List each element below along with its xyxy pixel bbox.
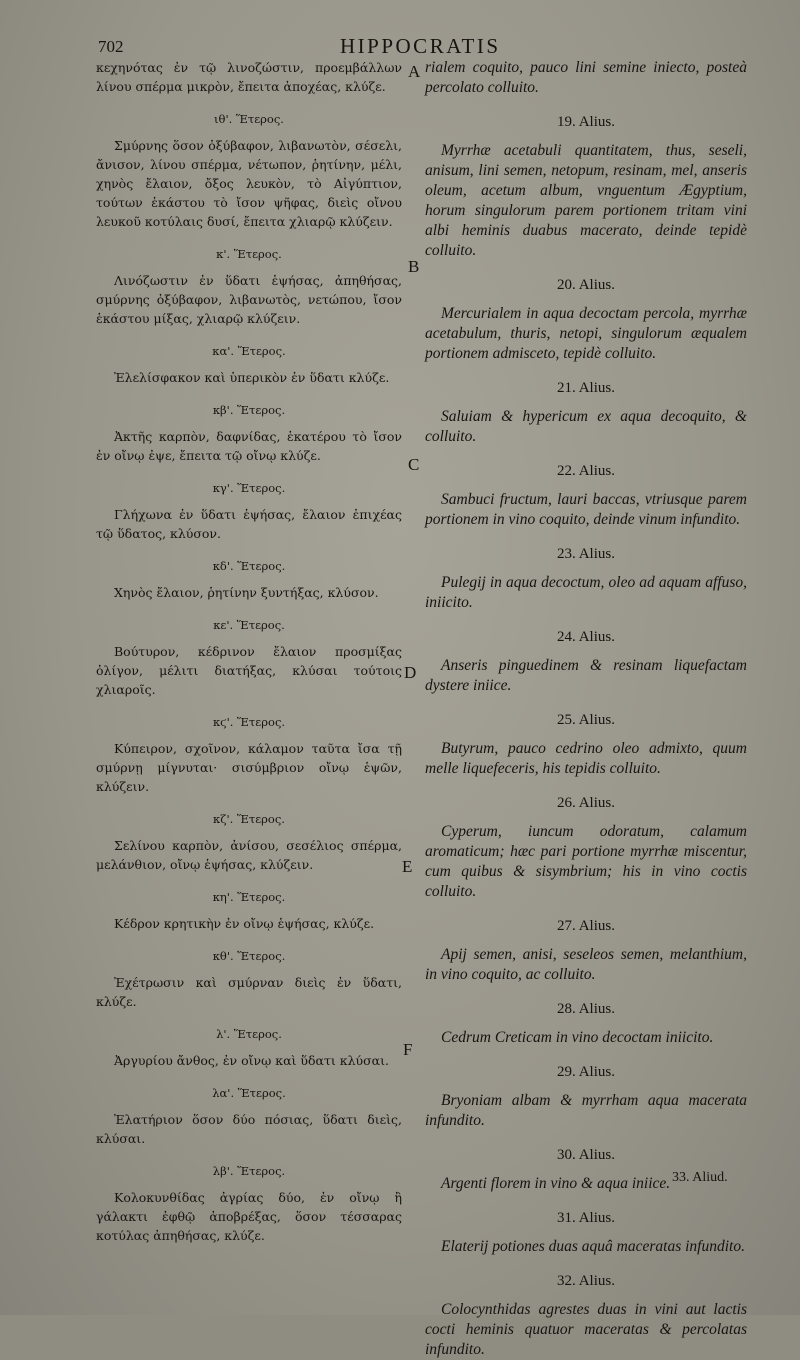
latin-recipe-text: Cedrum Creticam in vino decoctam iniicito. bbox=[441, 1029, 714, 1046]
running-title: HIPPOCRATIS bbox=[340, 34, 501, 58]
latin-recipe-heading: 28. Alius. bbox=[557, 1001, 615, 1017]
greek-recipe-text: Σελίνου καρπὸν, ἀνίσου, σεσέλιος σπέρμα, μελάνθιον, οἴνῳ ἑψήσας, κλύζειν. bbox=[96, 838, 402, 872]
latin-recipe-heading: 31. Alius. bbox=[557, 1210, 615, 1226]
latin-recipe-text: rialem coquito, pauco lini semine iniecto, posteà percolato colluito. bbox=[425, 59, 747, 96]
latin-recipe-heading: 25. Alius. bbox=[557, 712, 615, 728]
latin-recipe-text: Pulegij in aqua decoctum, oleo ad aquam affuso, iniicito. bbox=[425, 574, 747, 611]
latin-recipe-heading: 30. Alius. bbox=[557, 1147, 615, 1163]
latin-recipe-heading: 24. Alius. bbox=[557, 629, 615, 645]
latin-recipe-text: Apij semen, anisi, seseleos semen, melanthium, in vino coquito, ac colluito. bbox=[425, 946, 747, 983]
greek-recipe-heading: κ'. Ἕτερος. bbox=[216, 247, 282, 261]
greek-recipe-text: Χηνὸς ἔλαιον, ῥητίνην ξυντήξας, κλύσον. bbox=[114, 585, 379, 600]
latin-recipe-text: Butyrum, pauco cedrino oleo admixto, quum melle liquefeceris, his tepidis colluito. bbox=[425, 740, 747, 777]
greek-recipe-heading: κθ'. Ἕτερος. bbox=[212, 949, 286, 963]
margin-letter-e: E bbox=[402, 857, 413, 876]
latin-recipe-text: Anseris pinguedinem & resinam liquefactam dystere iniice. bbox=[425, 657, 747, 694]
greek-recipe-heading: κγ'. Ἕτερος. bbox=[212, 481, 286, 495]
latin-recipe-heading: 26. Alius. bbox=[557, 795, 615, 811]
latin-recipe-text: Sambuci fructum, lauri baccas, vtriusque parem portionem in vino coquito, deinde vinum infundito. bbox=[425, 491, 747, 528]
latin-recipe-text: Colocynthidas agrestes duas in vini aut lactis cocti heminis quatuor maceratas & percolatas infundito. bbox=[425, 1301, 747, 1358]
margin-letter-b: B bbox=[408, 257, 420, 276]
latin-recipe-heading: 21. Alius. bbox=[557, 380, 615, 396]
greek-column bbox=[96, 58, 402, 1245]
greek-recipe-heading: κϛ'. Ἕτερος. bbox=[212, 715, 286, 729]
catchword: 33. Aliud. bbox=[672, 1170, 728, 1185]
greek-recipe-heading: κη'. Ἕτερος. bbox=[212, 890, 286, 904]
greek-recipe-text: Ἀργυρίου ἄνθος, ἐν οἴνῳ καὶ ὕδατι κλύσαι. bbox=[114, 1053, 389, 1068]
greek-recipe-text: Λινόζωστιν ἐν ὕδατι ἑψήσας, ἀπηθήσας, σμύρνης ὀξύβαφον, λιβανωτὸς, νετώπου, ἴσον ἑκάστου μίξας, χλιαρῷ κλύζειν. bbox=[96, 273, 402, 326]
latin-recipe-heading: 19. Alius. bbox=[557, 114, 615, 130]
margin-letter-a: A bbox=[408, 62, 421, 81]
greek-recipe-text: Κέδρον κρητικὴν ἐν οἴνῳ ἑψήσας, κλύζε. bbox=[114, 916, 375, 931]
greek-recipe-heading: λ'. Ἕτερος. bbox=[216, 1027, 282, 1041]
latin-recipe-text: Myrrhæ acetabuli quantitatem, thus, seseli, anisum, lini semen, netopum, resinam, mel, anseris oleum, acetum album, vnguentum Ægyptium, horum singulorum parem portionem tritam vini albi heminis duabus macerato, deinde tepidè colluito. bbox=[425, 142, 747, 259]
greek-recipe-text: Ἀκτῆς καρπὸν, δαφνίδας, ἑκατέρου τὸ ἴσον ἐν οἴνῳ ἐψε, ἔπειτα τῷ οἴνῳ κλύζε. bbox=[96, 429, 402, 463]
latin-recipe-heading: 27. Alius. bbox=[557, 918, 615, 934]
greek-recipe-heading: κζ'. Ἕτερος. bbox=[213, 812, 285, 826]
latin-recipe-text: Cyperum, iuncum odoratum, calamum aromaticum; hæc pari portione myrrhæ miscentur, cum quibus & sisymbrium; his in vino coctis colluito. bbox=[425, 823, 747, 900]
page-number: 702 bbox=[98, 37, 124, 56]
latin-recipe-text: Elaterij potiones duas aquâ maceratas infundito. bbox=[441, 1238, 745, 1255]
greek-recipe-text: Κολοκυνθίδας ἀγρίας δύο, ἐν οἴνῳ ἢ γάλακτι ἐφθῷ ἀποβρέξας, ὅσον τέσσαρας κοτύλας ἀπηθήσας, κλύζε. bbox=[96, 1190, 402, 1243]
margin-letter-d: D bbox=[404, 663, 417, 682]
latin-recipe-text: Bryoniam albam & myrrham aqua macerata infundito. bbox=[425, 1092, 747, 1129]
greek-recipe-text: Γλήχωνα ἐν ὕδατι ἑψήσας, ἔλαιον ἐπιχέας τῷ ὕδατος, κλύσον. bbox=[96, 507, 402, 541]
greek-recipe-heading: λα'. Ἕτερος. bbox=[212, 1086, 286, 1100]
greek-recipe-heading: κε'. Ἕτερος. bbox=[213, 618, 285, 632]
latin-recipe-text: Saluiam & hypericum ex aqua decoquito, & colluito. bbox=[425, 408, 747, 445]
latin-column bbox=[425, 58, 747, 1360]
greek-recipe-text: Σμύρνης ὅσον ὀξύβαφον, λιβανωτὸν, σέσελι, ἄνισον, λίνου σπέρμα, νέτωπον, ῥητίνην, μέλι, χηνὸς ἔλαιον, ὄξος λευκὸν, τὸ Αἰγύπτιον, τούτων ἑκάστου τὸ ἴσον ψῆφας, διεὶς οἴνου λευκοῦ κοτύλαις δυσί, ἔπειτα χλιαρῷ κλύζειν. bbox=[96, 138, 402, 229]
greek-recipe-text: Ἐχέτρωσιν καὶ σμύρναν διεὶς ἐν ὕδατι, κλύζε. bbox=[96, 975, 402, 1009]
greek-recipe-heading: λβ'. Ἕτερος. bbox=[212, 1164, 286, 1178]
latin-recipe-heading: 32. Alius. bbox=[557, 1273, 615, 1289]
latin-recipe-heading: 20. Alius. bbox=[557, 277, 615, 293]
latin-recipe-text: Argenti florem in vino & aqua iniice. bbox=[441, 1175, 671, 1192]
margin-letter-f: F bbox=[403, 1040, 413, 1059]
latin-recipe-heading: 23. Alius. bbox=[557, 546, 615, 562]
greek-recipe-text: κεχηνότας ἐν τῷ λινοζώστιν, προεμβάλλων λίνου σπέρμα μικρὸν, ἔπειτα ἀποχέας, κλύζε. bbox=[96, 60, 402, 94]
greek-recipe-heading: κδ'. Ἕτερος. bbox=[212, 559, 286, 573]
latin-recipe-heading: 29. Alius. bbox=[557, 1064, 615, 1080]
greek-recipe-heading: ιθ'. Ἕτερος. bbox=[214, 112, 284, 126]
greek-recipe-text: Κύπειρον, σχοῖνον, κάλαμον ταῦτα ἴσα τῇ σμύρνῃ μίγνυται· σισύμβριον οἴνῳ ἑψῶν, κλύζειν. bbox=[96, 741, 402, 794]
greek-recipe-text: Ἐλελίσφακον καὶ ὑπερικὸν ἐν ὕδατι κλύζε. bbox=[114, 370, 390, 385]
margin-letter-c: C bbox=[408, 455, 420, 474]
greek-recipe-text: Βούτυρον, κέδρινον ἔλαιον προσμίξας ὀλίγον, μέλιτι διατήξας, κλύσαι τούτοις χλιαροῖς. bbox=[96, 644, 402, 697]
latin-recipe-heading: 22. Alius. bbox=[557, 463, 615, 479]
greek-recipe-text: Ἐλατήριον ὅσον δύο πόσιας, ὕδατι διεὶς, κλύσαι. bbox=[96, 1112, 402, 1146]
latin-recipe-text: Mercurialem in aqua decoctam percola, myrrhæ acetabulum, thuris, netopi, singulorum æqualem portionem admisceto, tepidè colluito. bbox=[425, 305, 747, 362]
greek-recipe-heading: κα'. Ἕτερος. bbox=[212, 344, 286, 358]
greek-recipe-heading: κβ'. Ἕτερος. bbox=[212, 403, 286, 417]
